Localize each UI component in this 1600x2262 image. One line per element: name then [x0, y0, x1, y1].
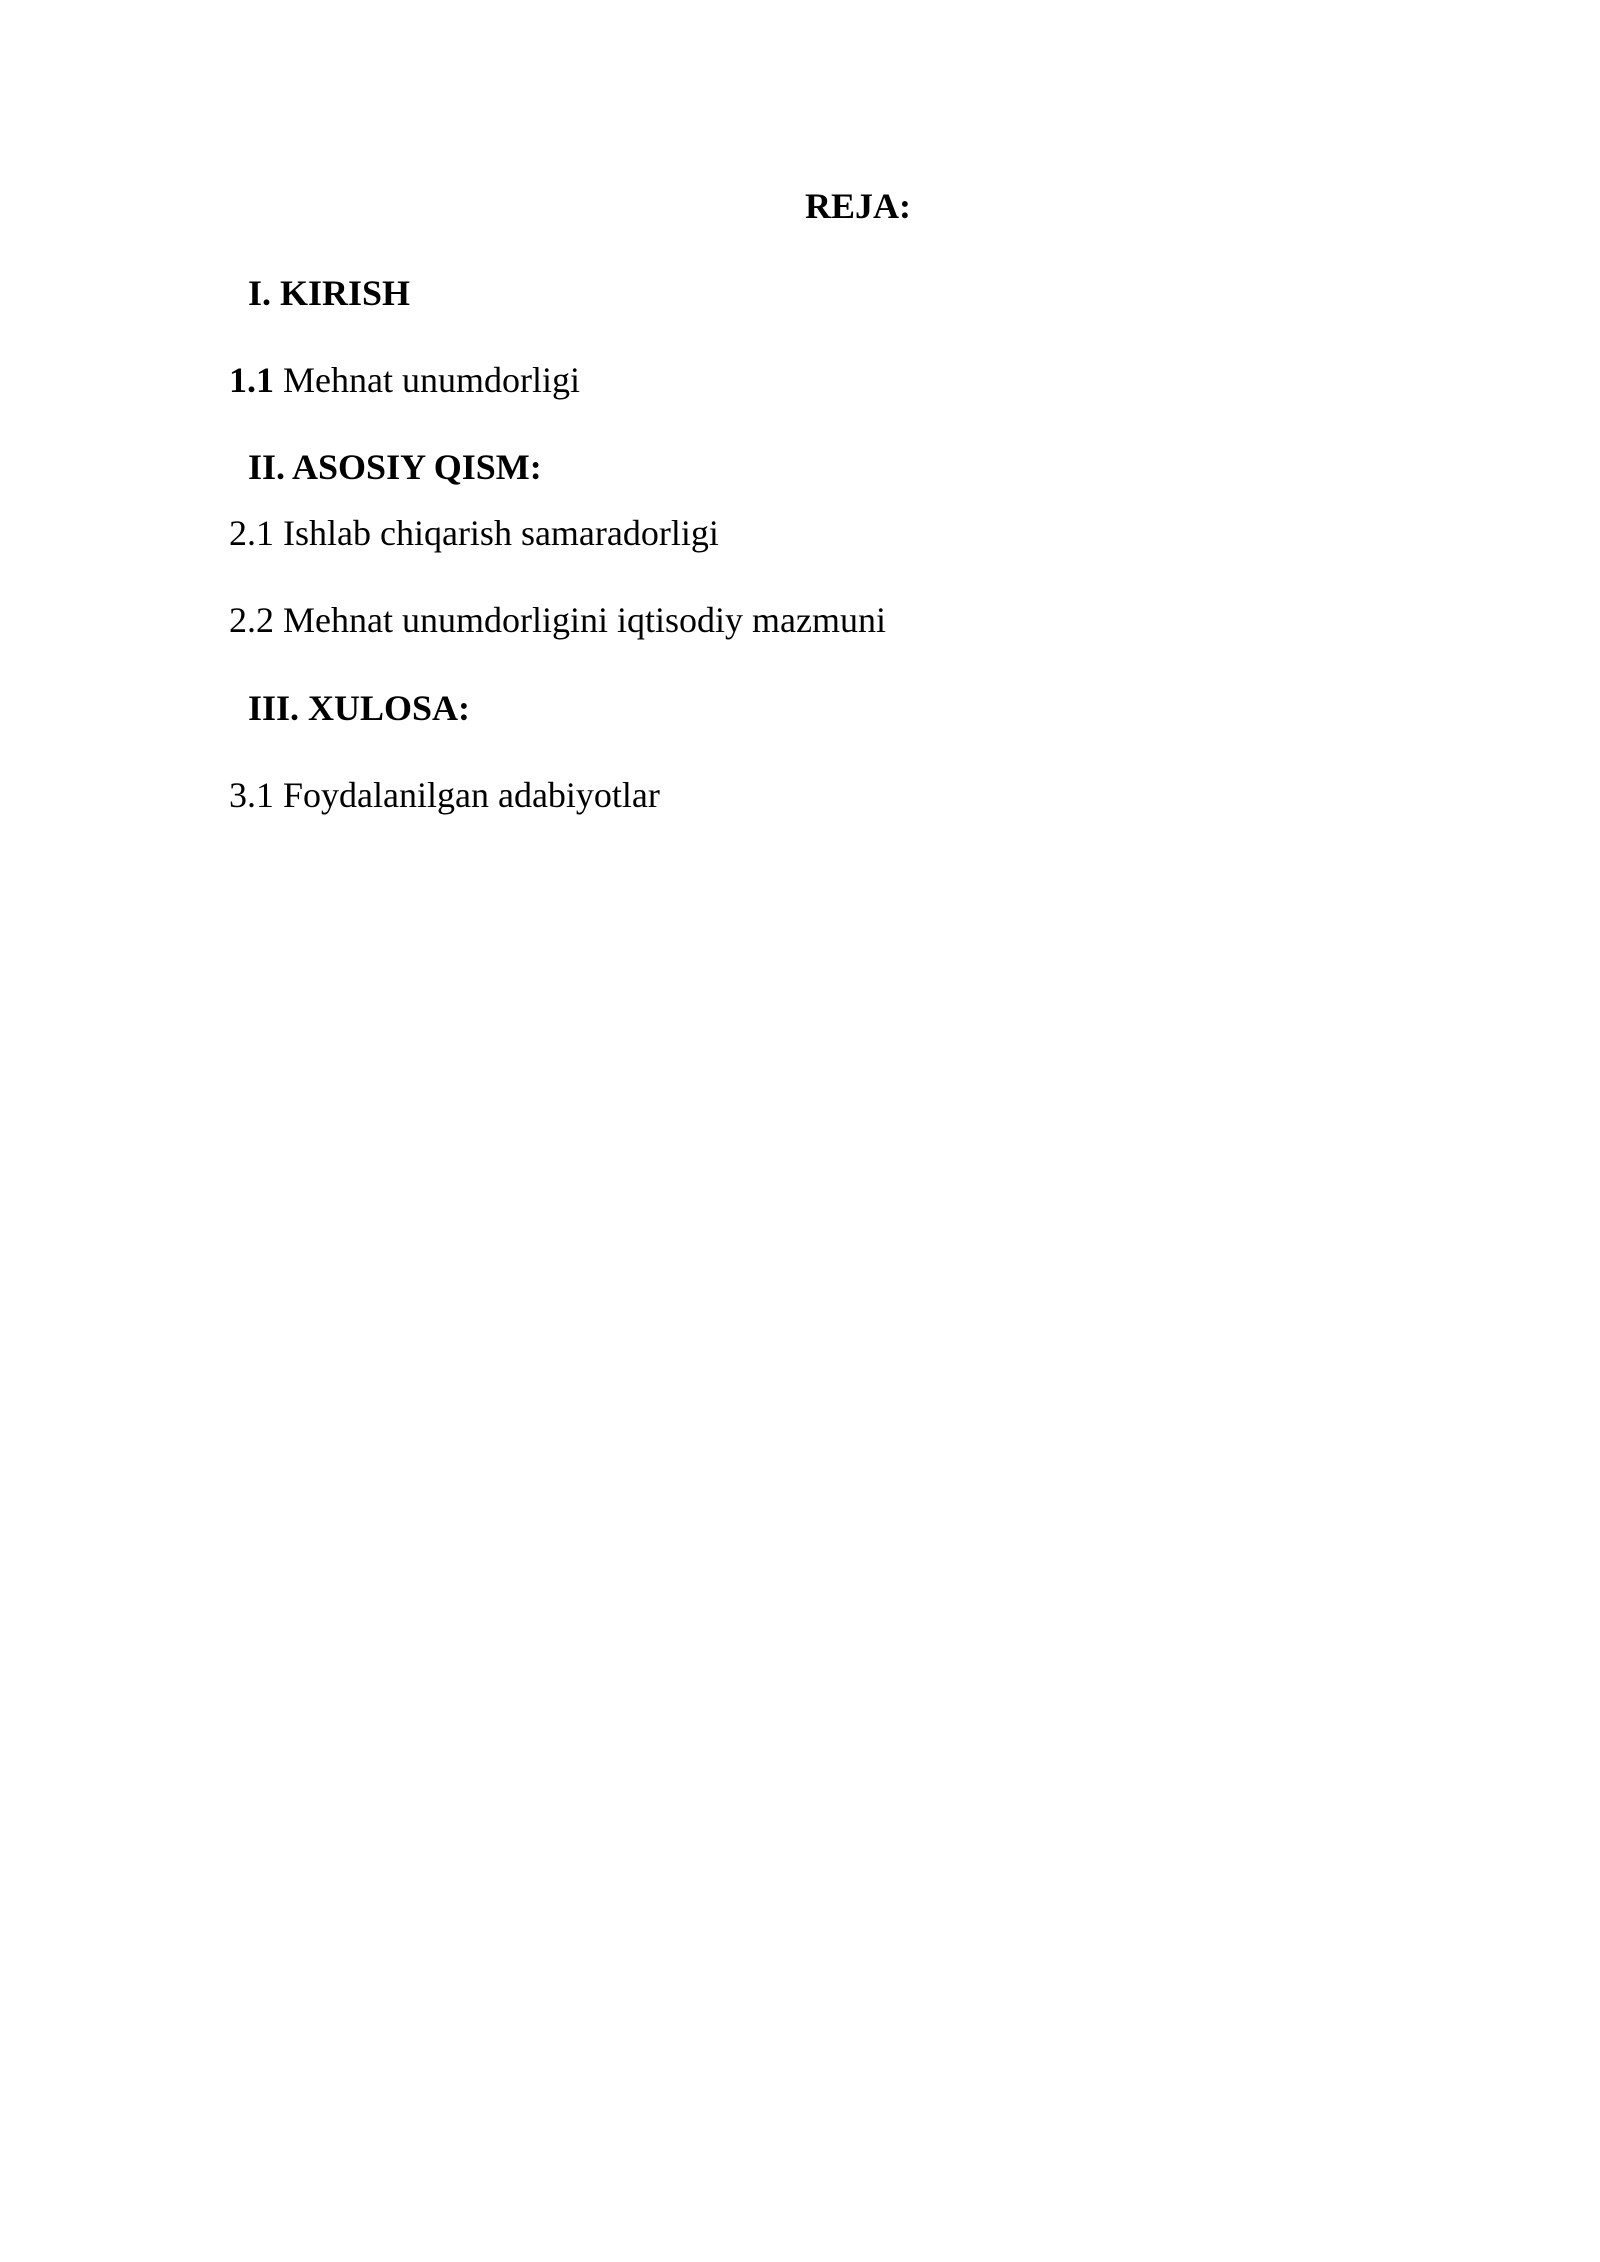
list-item [229, 358, 580, 402]
item-text: Mehnat unumdorligi [283, 360, 580, 400]
list-item [229, 511, 719, 555]
document-title: REJA: [805, 186, 911, 226]
section-heading: III. XULOSA: [248, 688, 471, 728]
item-number: 1.1 [229, 360, 274, 400]
item-text: Mehnat unumdorligini iqtisodiy mazmuni [283, 600, 886, 640]
item-number: 2.2 [229, 600, 274, 640]
item-text: Ishlab chiqarish samaradorligi [283, 513, 719, 553]
item-text: Foydalanilgan adabiyotlar [283, 775, 660, 815]
item-number: 3.1 [229, 775, 274, 815]
section-heading: II. ASOSIY QISM: [248, 447, 542, 487]
list-item [229, 773, 660, 817]
item-number: 2.1 [229, 513, 274, 553]
section-heading: I. KIRISH [248, 273, 411, 313]
list-item [229, 598, 886, 642]
